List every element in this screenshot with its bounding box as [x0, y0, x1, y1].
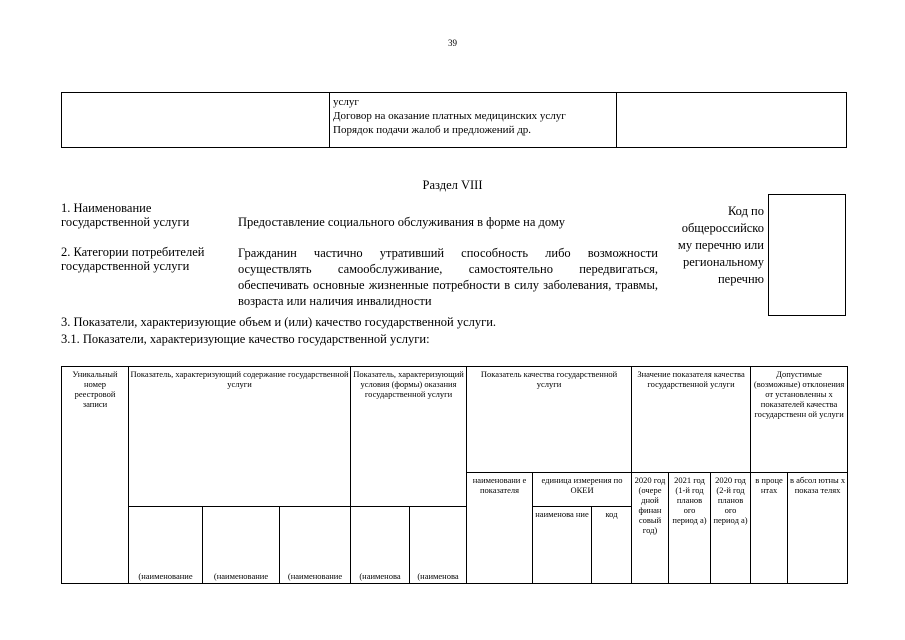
header-unit-name: наименова ние	[533, 507, 592, 584]
header-year-2020-plan2: 2020 год (2-й год планов ого период а)	[711, 473, 751, 584]
quality-indicators-table	[61, 366, 848, 584]
header-indicator-name: наименовани е показателя	[467, 473, 533, 584]
subheader-content-2: (наименование	[203, 507, 280, 584]
item-3-heading: 3. Показатели, характеризующие объем и (или) качество государственной услуги.	[61, 315, 497, 329]
registry-code-label-line: перечню	[717, 272, 764, 286]
continuation-line: Порядок подачи жалоб и предложений др.	[333, 124, 532, 136]
subheader-content-3: (наименование	[280, 507, 351, 584]
section-title: Раздел VIII	[422, 178, 483, 192]
header-year-2021-plan: 2021 год (1-й год планов ого период а)	[669, 473, 711, 584]
header-unit-code: код	[592, 507, 632, 584]
service-name-label-line2: государственной услуги	[61, 215, 190, 229]
header-allowed-deviation: Допустимые (возможные) отклонения от установленны х показателей качества государственн ой услуги	[751, 367, 848, 473]
registry-code-label-line: общероссийско	[681, 221, 764, 235]
consumer-category-value: Гражданин частично утративший способность либо возможности осуществлять самообслуживание, самостоятельно передвигаться, обеспечивать основные жизненные потребности в силу заболевания, травмы, возраста или наличия инвалидности	[238, 246, 658, 308]
header-conditions-indicator: Показатель, характеризующий условия (формы) оказания государственной услуги	[351, 367, 467, 507]
header-unique-number: Уникальный номер реестровой записи	[62, 367, 129, 584]
registry-code-label-line: региональному	[682, 255, 764, 269]
registry-code-label-line: Код по	[727, 204, 764, 218]
page-number: 39	[448, 38, 457, 48]
header-quality-indicator: Показатель качества государственной услуги	[467, 367, 632, 473]
header-okei-unit: единица измерения по ОКЕИ	[533, 473, 632, 507]
header-indicator-value: Значение показателя качества государственной услуги	[632, 367, 751, 473]
subheader-conditions-2: (наименова	[410, 507, 467, 584]
registry-code-label	[660, 203, 764, 288]
continuation-line: Договор на оказание платных медицинских услуг	[333, 110, 566, 122]
consumer-category-label-line2: государственной услуги	[61, 259, 190, 273]
consumer-category-label	[61, 245, 231, 273]
continuation-cell-text	[330, 93, 617, 148]
header-deviation-percent: в проце нтах	[751, 473, 788, 584]
registry-code-label-line: му перечню или	[677, 238, 764, 252]
item-3-1-heading: 3.1. Показатели, характеризующие качество государственной услуги:	[61, 332, 430, 346]
continuation-cell-empty-left	[62, 93, 330, 148]
service-name-label-line1: 1. Наименование	[61, 201, 152, 215]
header-deviation-absolute: в абсол ютны х показа телях	[788, 473, 848, 584]
subheader-content-1: (наименование	[129, 507, 203, 584]
continuation-table	[61, 92, 847, 148]
header-year-2020-current: 2020 год (очере дной финан совый год)	[632, 473, 669, 584]
header-content-indicator: Показатель, характеризующий содержание государственной услуги	[129, 367, 351, 507]
continuation-line: услуг	[333, 96, 359, 108]
service-name-value: Предоставление социального обслуживания в форме на дому	[238, 215, 566, 229]
service-name-label	[61, 201, 231, 229]
consumer-category-label-line1: 2. Категории потребителей	[61, 245, 205, 259]
registry-code-box	[768, 194, 846, 316]
continuation-cell-empty-right	[617, 93, 847, 148]
subheader-conditions-1: (наименова	[351, 507, 410, 584]
